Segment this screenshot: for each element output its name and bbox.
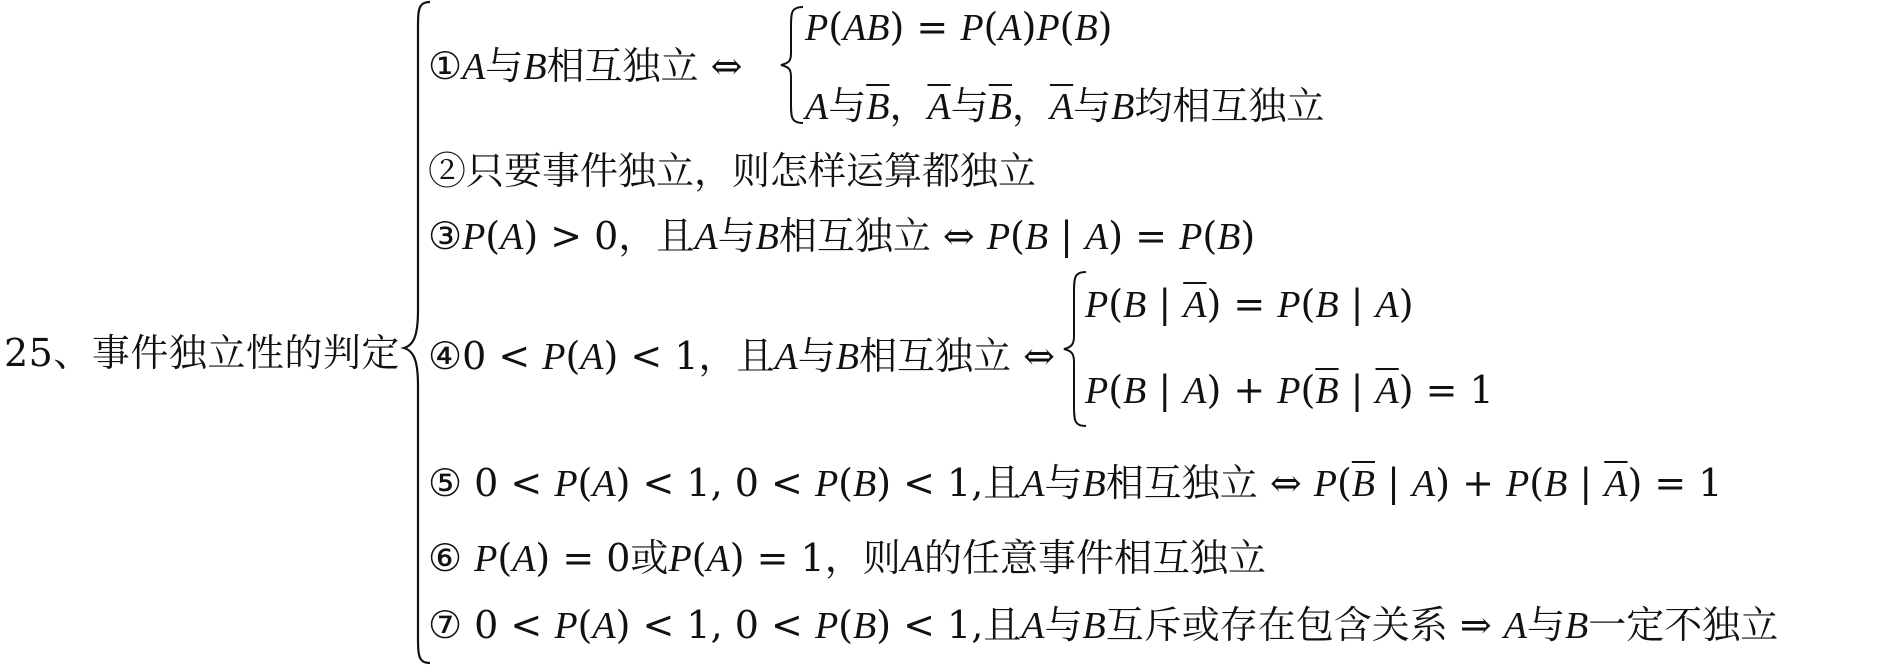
item-4-lead: ④0 < P(A) < 1，且A与B相互独立 ⇔ [428, 334, 1055, 378]
item-7: ⑦ 0 < P(A) < 1, 0 < P(B) < 1,且A与B互斥或存在包含关系 ⇒ A与B一定不独立 [428, 603, 1779, 647]
item-2: ②只要事件独立，则怎样运算都独立 [428, 149, 1037, 193]
item-1-case-1: P(AB) = P(A)P(B) [805, 5, 1113, 49]
item-6: ⑥ P(A) = 0或P(A) = 1，则A的任意事件相互独立 [428, 536, 1266, 580]
item-1-brace [777, 5, 807, 125]
item-4-case-2: P(B | $A) + P(\overline{B}$ | $\overline{A}) = 1$ [1085, 368, 1494, 412]
item-1-lead: ①A与B相互独立 ⇔ [428, 44, 743, 88]
item-5: ⑤ 0 < P(A) < 1, 0 < P(B) < 1,且A与B相互独立 ⇔ $P(\overline{B}$ | A) + P(B | $\overline{A}) = 1$ [428, 461, 1723, 505]
item-1-case-2: A与$\overline{B}$，$\overline{A}$与$\overline{B}$，$\overline{A}$与B均相互独立 [805, 84, 1325, 128]
item-4-case-1: P(B | $\overline{A}) = P(B$ | A) [1085, 282, 1414, 326]
item-3: ③P(A) > 0，且A与B相互独立 ⇔ P(B | A) = P(B) [428, 214, 1256, 258]
heading: 25、事件独立性的判定 [4, 331, 400, 375]
